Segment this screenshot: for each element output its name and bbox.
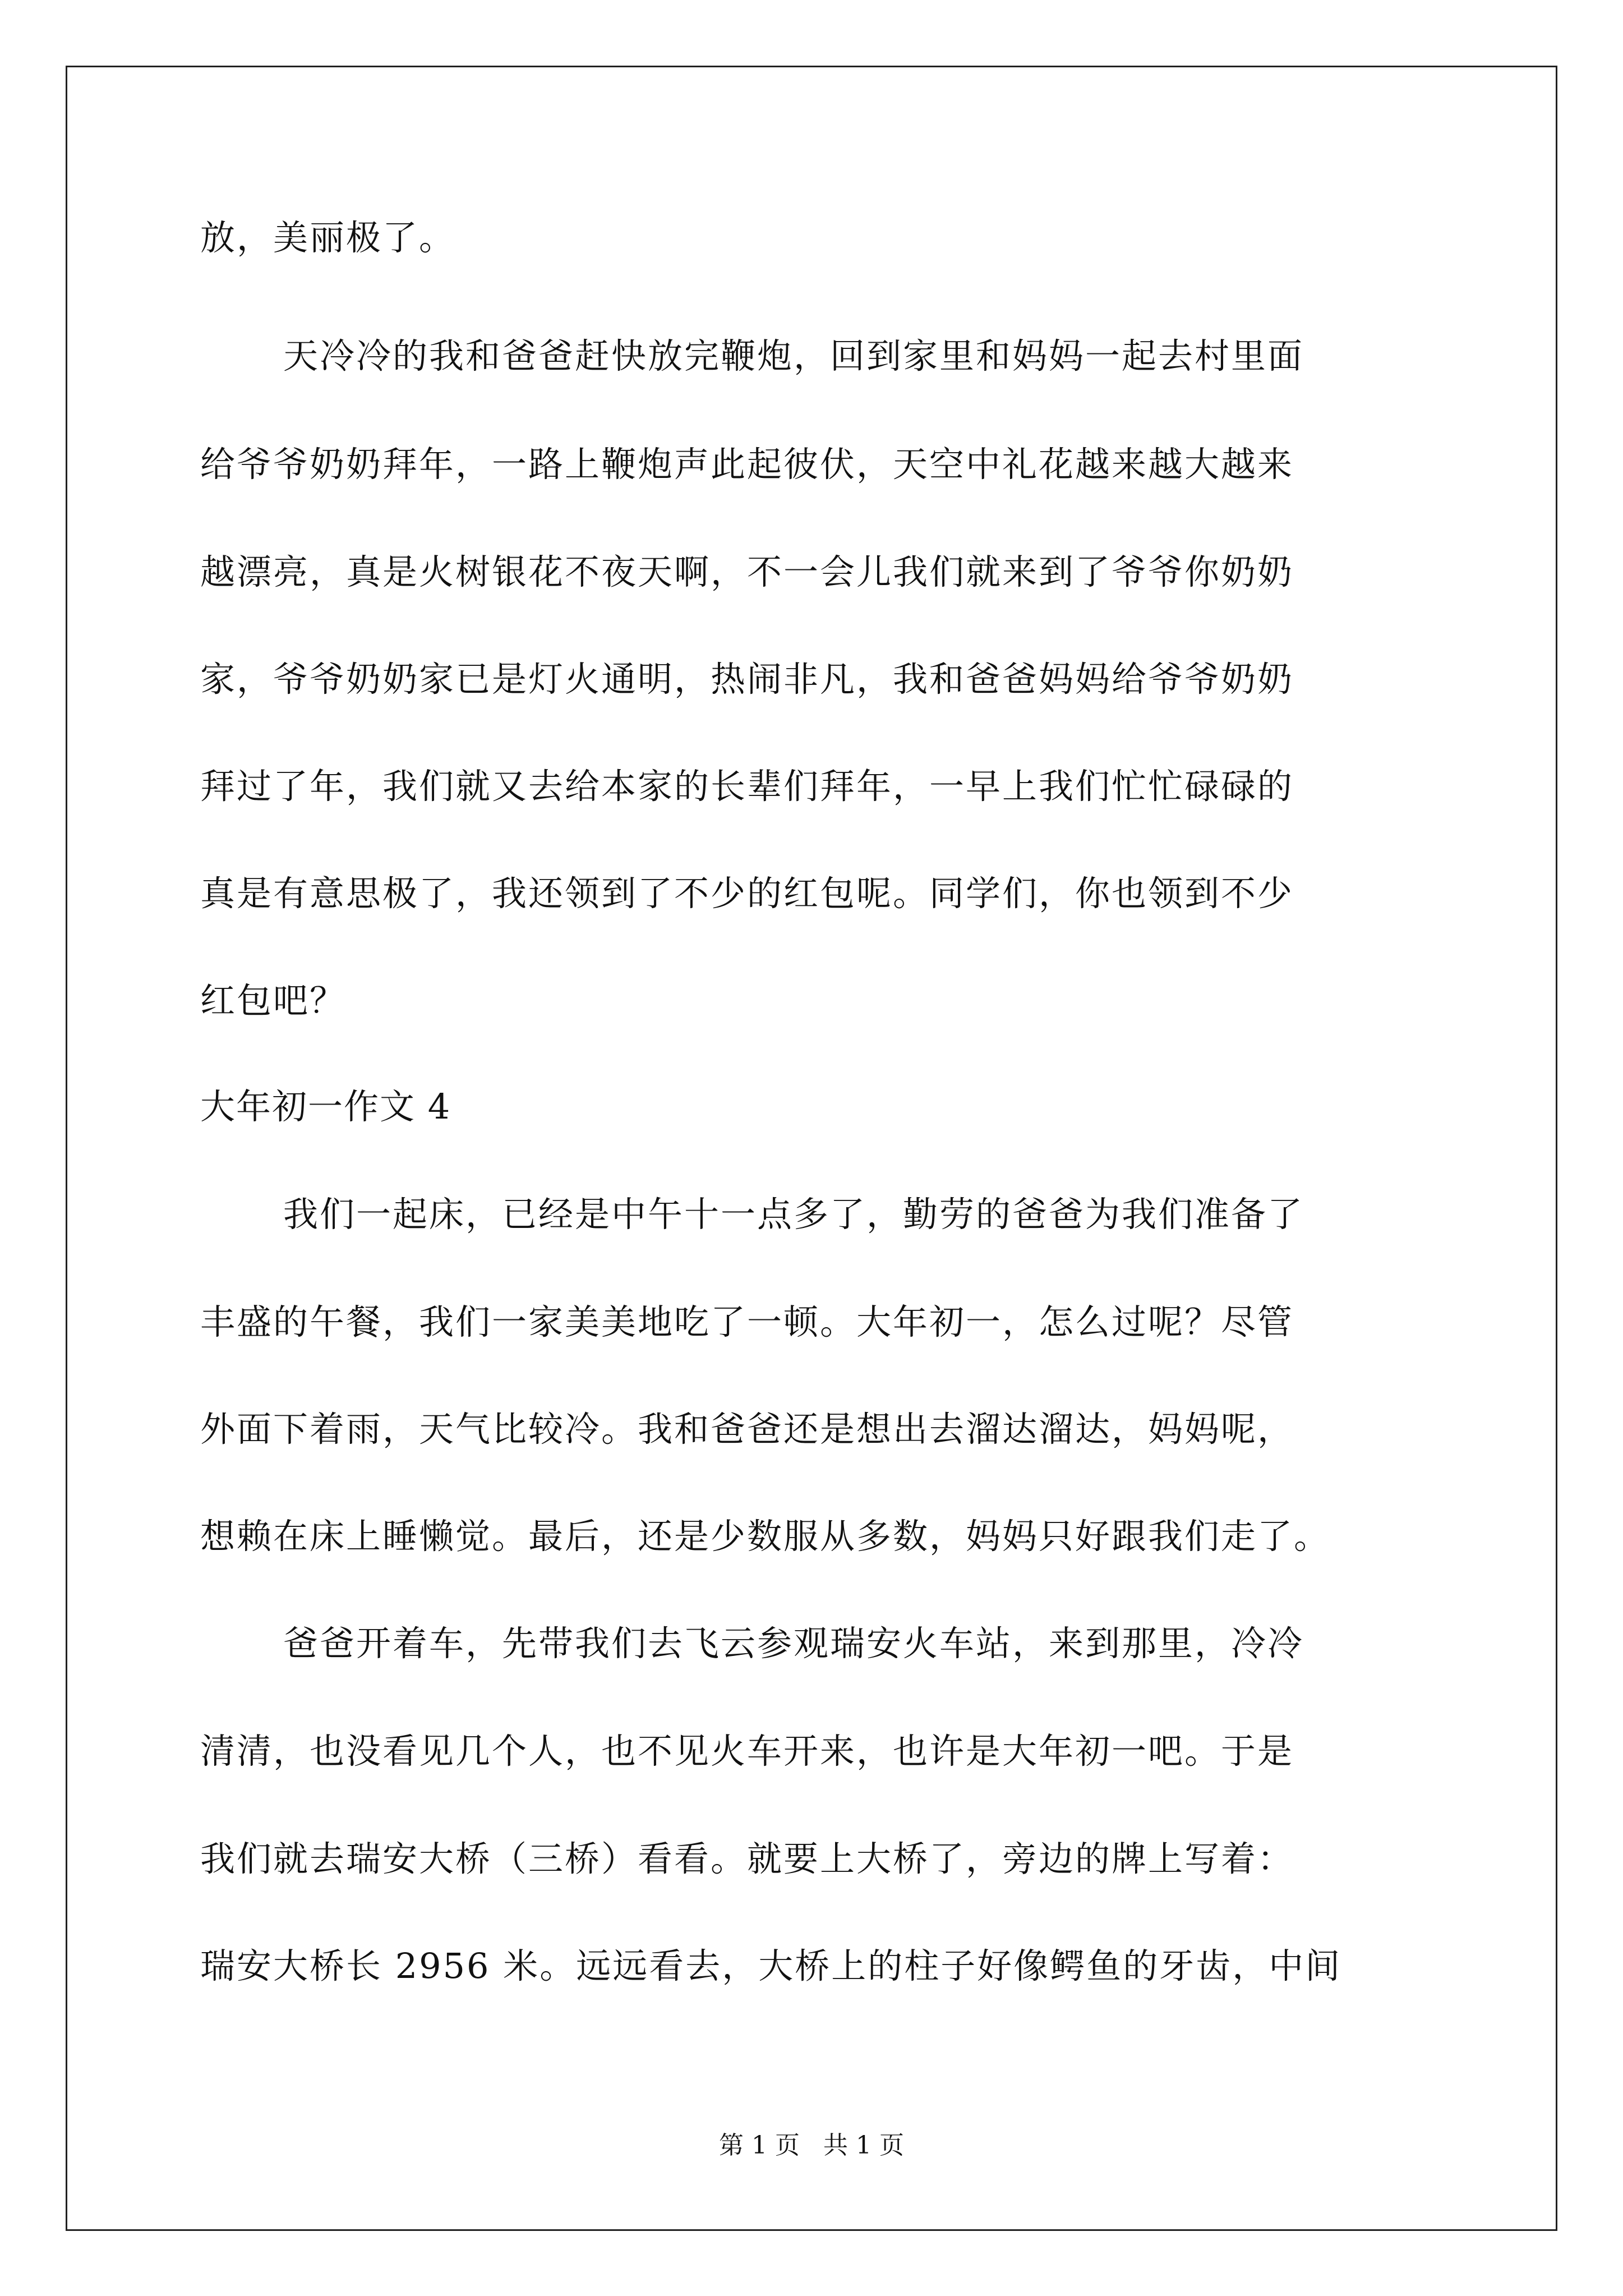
page-border: [66, 66, 1557, 2231]
text-line: 给爷爷奶奶拜年，一路上鞭炮声此起彼伏，天空中礼花越来越大越来: [200, 444, 1294, 485]
text-line: 我们就去瑞安大桥（三桥）看看。就要上大桥了，旁边的牌上写着：: [200, 1838, 1294, 1879]
text-line: 放，美丽极了。: [200, 217, 456, 258]
page-footer: 第 1 页 共 1 页: [719, 2131, 904, 2160]
text-line: 丰盛的午餐，我们一家美美地吃了一顿。大年初一，怎么过呢？尽管: [200, 1301, 1294, 1342]
text-line: 越漂亮，真是火树银花不夜天啊，不一会儿我们就来到了爷爷你奶奶: [200, 551, 1294, 592]
paragraph-first-line: 我们一起床，已经是中午十一点多了，勤劳的爸爸为我们准备了: [283, 1194, 1304, 1235]
paragraph-first-line: 爸爸开着车，先带我们去飞云参观瑞安火车站，来到那里，冷冷: [283, 1623, 1304, 1664]
text-line: 家，爷爷奶奶家已是灯火通明，热闹非凡，我和爸爸妈妈给爷爷奶奶: [200, 659, 1294, 700]
paragraph-first-line: 天冷冷的我和爸爸赶快放完鞭炮，回到家里和妈妈一起去村里面: [283, 335, 1304, 376]
text-line: 想赖在床上睡懒觉。最后，还是少数服从多数，妈妈只好跟我们走了。: [200, 1516, 1331, 1557]
text-line: 外面下着雨，天气比较冷。我和爸爸还是想出去溜达溜达，妈妈呢，: [200, 1409, 1294, 1450]
text-line: 红包吧？: [200, 980, 347, 1021]
text-line: 真是有意思极了，我还领到了不少的红包呢。同学们，你也领到不少: [200, 873, 1294, 914]
text-line: 清清，也没看见几个人，也不见火车开来，也许是大年初一吧。于是: [200, 1731, 1294, 1772]
text-line: 瑞安大桥长 2956 米。远远看去，大桥上的柱子好像鳄鱼的牙齿，中间: [200, 1945, 1342, 1986]
section-heading: 大年初一作文 4: [200, 1086, 451, 1127]
text-line: 拜过了年，我们就又去给本家的长辈们拜年，一早上我们忙忙碌碌的: [200, 766, 1294, 807]
